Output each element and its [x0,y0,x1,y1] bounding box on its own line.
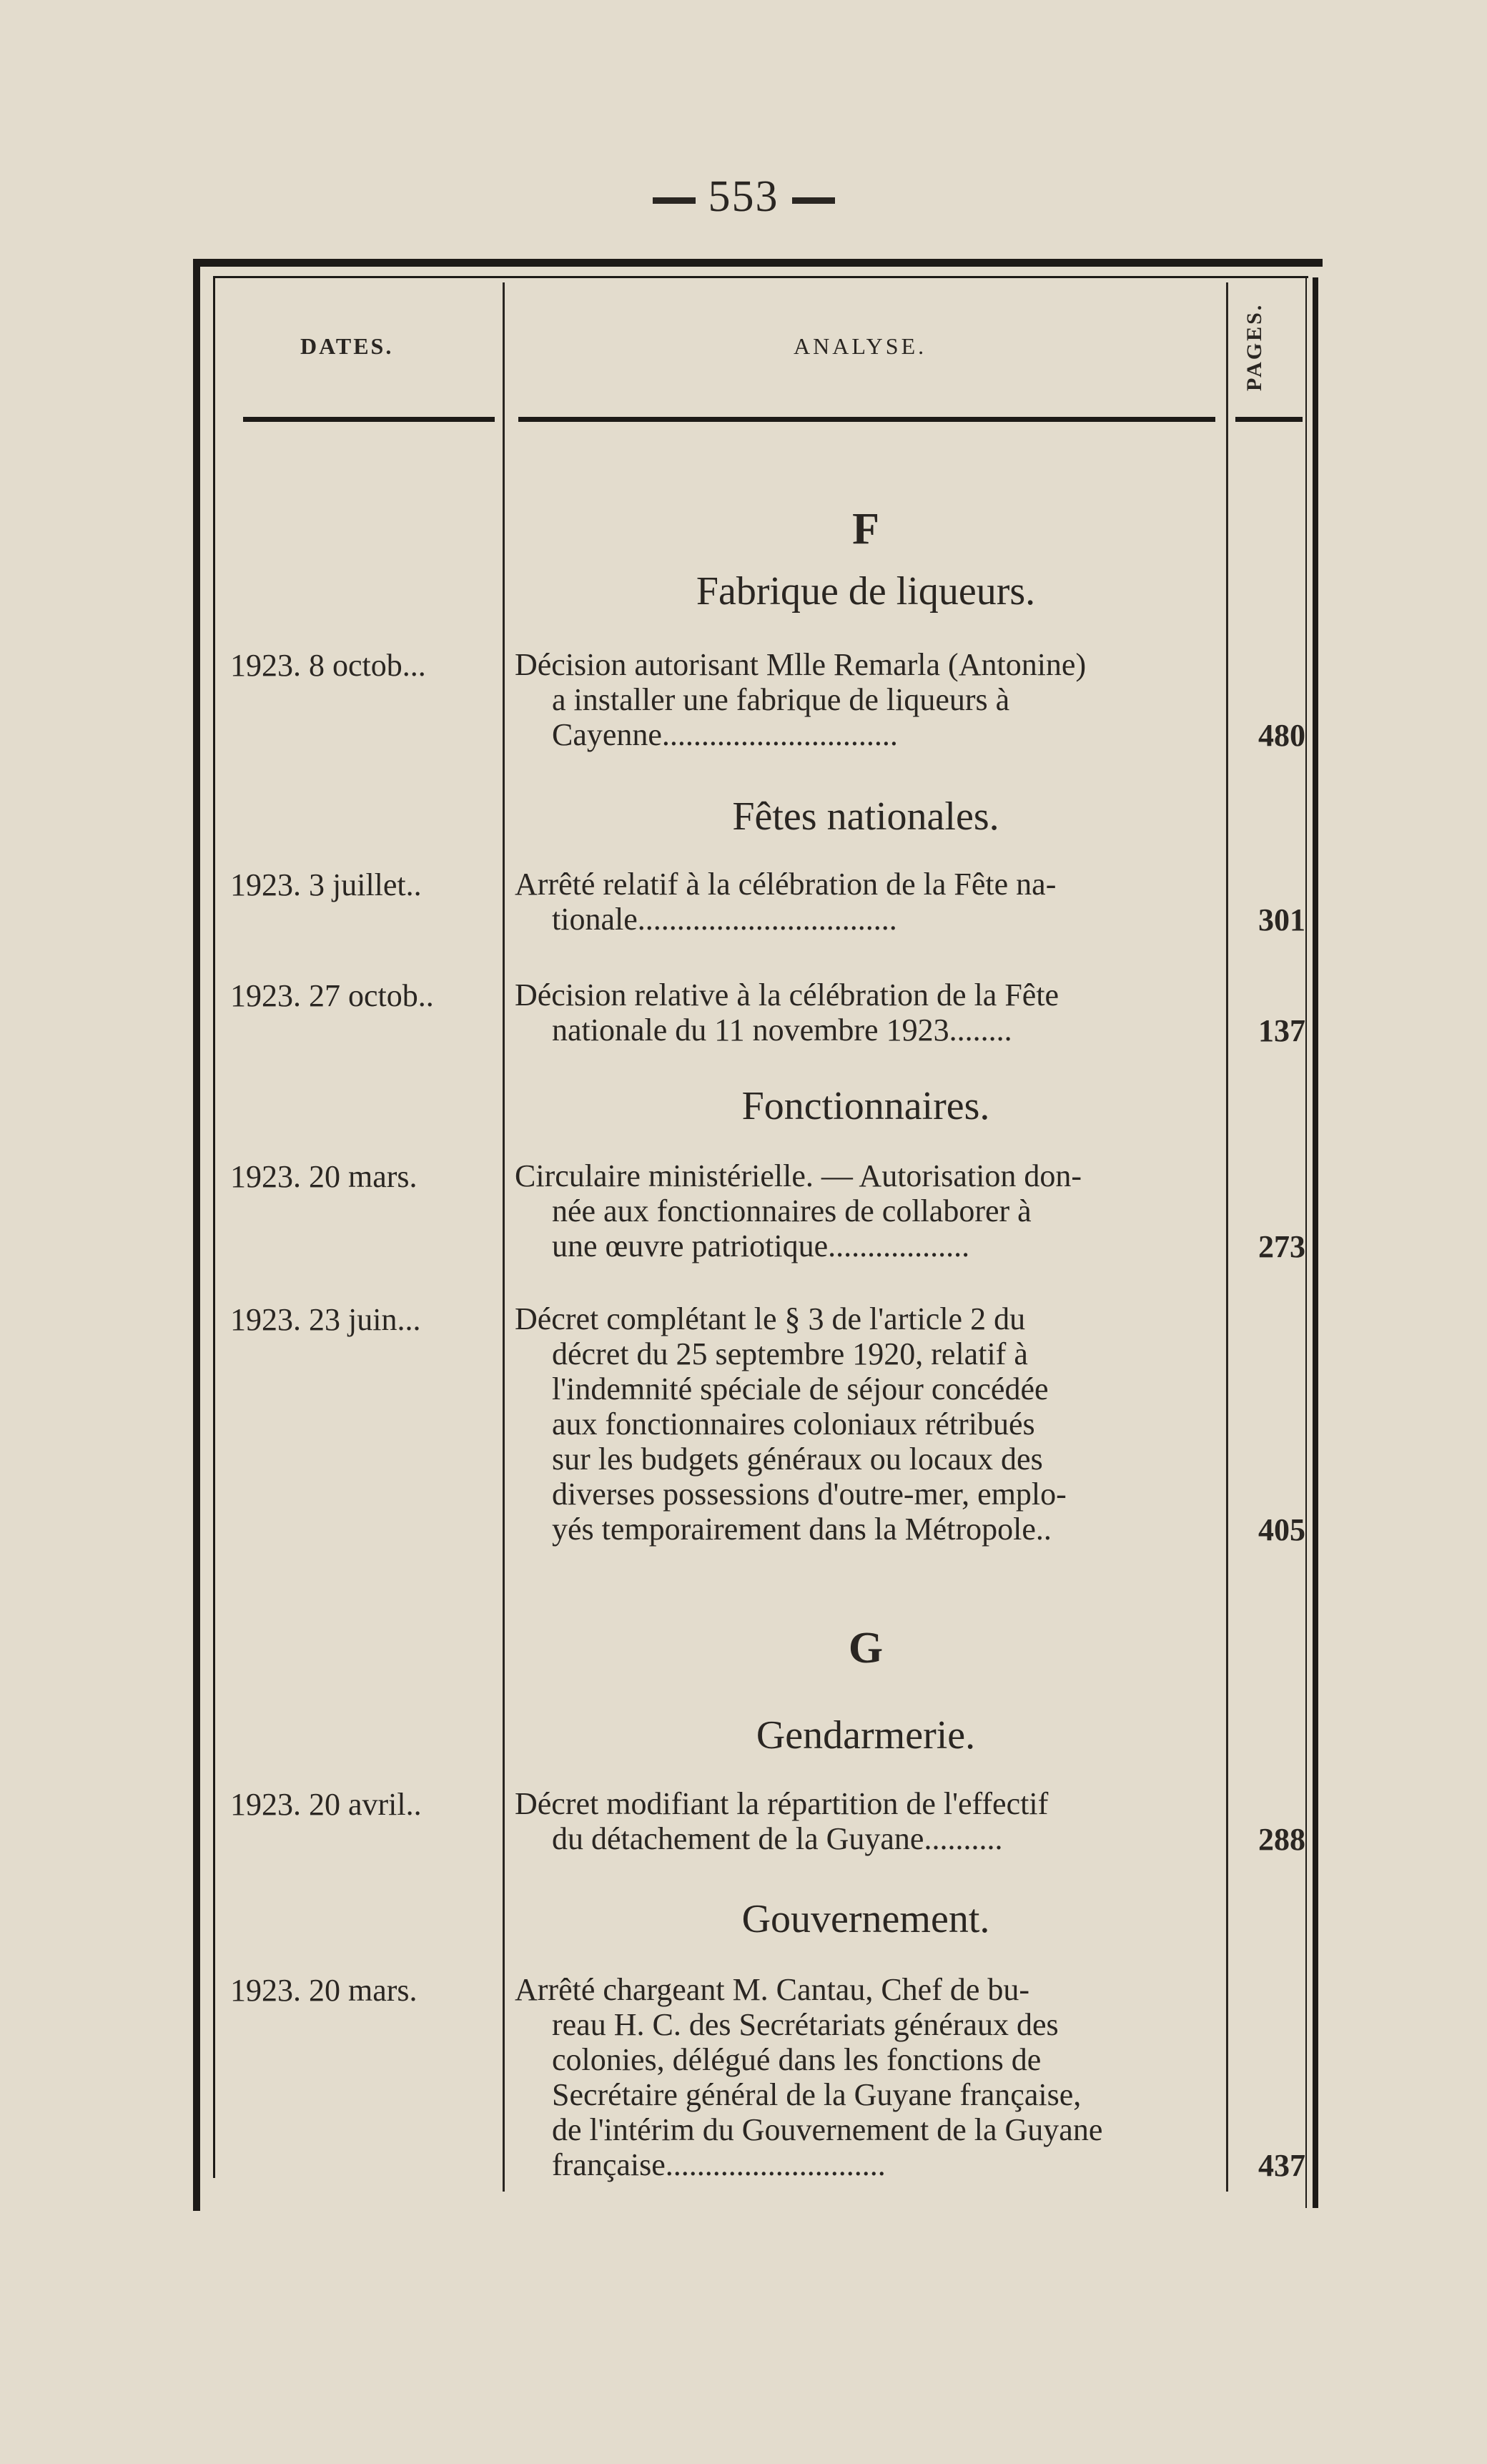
section-title-fabrique: Fabrique de liqueurs. [696,569,1036,613]
analysis-line: décret du 25 septembre 1920, relatif à [552,1336,1028,1371]
entry-date: 1923. 20 avril.. [230,1787,422,1822]
frame-right-rule [1313,277,1318,2208]
entry-date: 1923. 27 octob.. [230,978,434,1013]
entry-analysis [515,1972,1222,2182]
analysis-line: de l'intérim du Gouvernement de la Guyane [552,2112,1103,2147]
entry-page: 405 [1258,1512,1305,1547]
analysis-line: yés temporairement dans la Métropole.. [552,1512,1052,1547]
analysis-line: sur les budgets généraux ou locaux des [552,1442,1043,1477]
analysis-line: Secrétaire général de la Guyane française, [552,2077,1082,2112]
frame-right-thin-rule [1305,277,1307,2208]
analysis-line: tionale................................. [552,902,897,937]
analysis-line: Décret complétant le § 3 de l'article 2 du [515,1301,1026,1336]
header-rule-dates [243,417,495,422]
dash-right [792,197,835,204]
header-pages: PAGES. [1243,302,1266,391]
entry-page: 301 [1258,902,1305,937]
section-letter-f: F [852,505,879,553]
analysis-line: française............................ [552,2147,886,2182]
analysis-line: colonies, délégué dans les fonctions de [552,2042,1042,2077]
page-number-text: 553 [708,172,779,221]
section-title-gouvernement: Gouvernement. [741,1897,990,1941]
entry-analysis [515,977,1222,1048]
entry-page: 480 [1258,718,1305,753]
analysis-line: aux fonctionnaires coloniaux rétribués [552,1406,1035,1442]
analysis-line: a installer une fabrique de liqueurs à [552,682,1010,717]
section-title-gendarmerie: Gendarmerie. [756,1713,976,1758]
analysis-line: Cayenne.............................. [552,717,898,752]
analysis-line: reau H. C. des Secrétariats généraux des [552,2007,1059,2042]
entry-page: 437 [1258,2148,1305,2183]
entry-date: 1923. 23 juin... [230,1302,421,1337]
analysis-line: diverses possessions d'outre-mer, emplo- [552,1477,1067,1512]
analysis-line: Arrêté chargeant M. Cantau, Chef de bu- [515,1972,1030,2007]
header-rule-analyse [518,417,1215,422]
entry-page: 273 [1258,1229,1305,1264]
section-title-fetes: Fêtes nationales. [732,794,999,839]
header-dates: DATES. [300,333,394,359]
dash-left [653,197,696,204]
entry-analysis [515,867,1222,937]
header-analyse: ANALYSE. [794,333,927,359]
entry-date: 1923. 3 juillet.. [230,867,422,902]
entry-date: 1923. 8 octob... [230,648,426,683]
frame-inner-left-rule [213,276,215,2178]
analysis-line: nationale du 11 novembre 1923........ [552,1012,1012,1048]
header-rule-pages [1235,417,1303,422]
frame-inner-top-rule [214,276,1308,278]
entry-date: 1923. 20 mars. [230,1159,418,1194]
analysis-line: l'indemnité spéciale de séjour concédée [552,1371,1049,1406]
section-title-fonctionnaires: Fonctionnaires. [741,1084,990,1128]
page-number [0,172,1487,222]
entry-page: 137 [1258,1013,1305,1048]
analysis-line: Circulaire ministérielle. — Autorisation don- [515,1158,1082,1193]
analysis-line: Décision autorisant Mlle Remarla (Antonine) [515,647,1087,682]
analysis-line: Décret modifiant la répartition de l'effectif [515,1786,1049,1821]
entry-analysis [515,1158,1222,1263]
entry-analysis [515,1786,1222,1856]
analysis-line: une œuvre patriotique.................. [552,1228,970,1263]
entry-analysis [515,647,1222,752]
entry-date: 1923. 20 mars. [230,1973,418,2008]
entry-analysis [515,1301,1222,1547]
analysis-line: du détachement de la Guyane.......... [552,1821,1003,1856]
entry-page: 288 [1258,1822,1305,1857]
analysis-line: née aux fonctionnaires de collaborer à [552,1193,1032,1228]
analysis-line: Arrêté relatif à la célébration de la Fête na- [515,867,1057,902]
analysis-line: Décision relative à la célébration de la Fête [515,977,1059,1012]
section-letter-g: G [848,1624,884,1672]
